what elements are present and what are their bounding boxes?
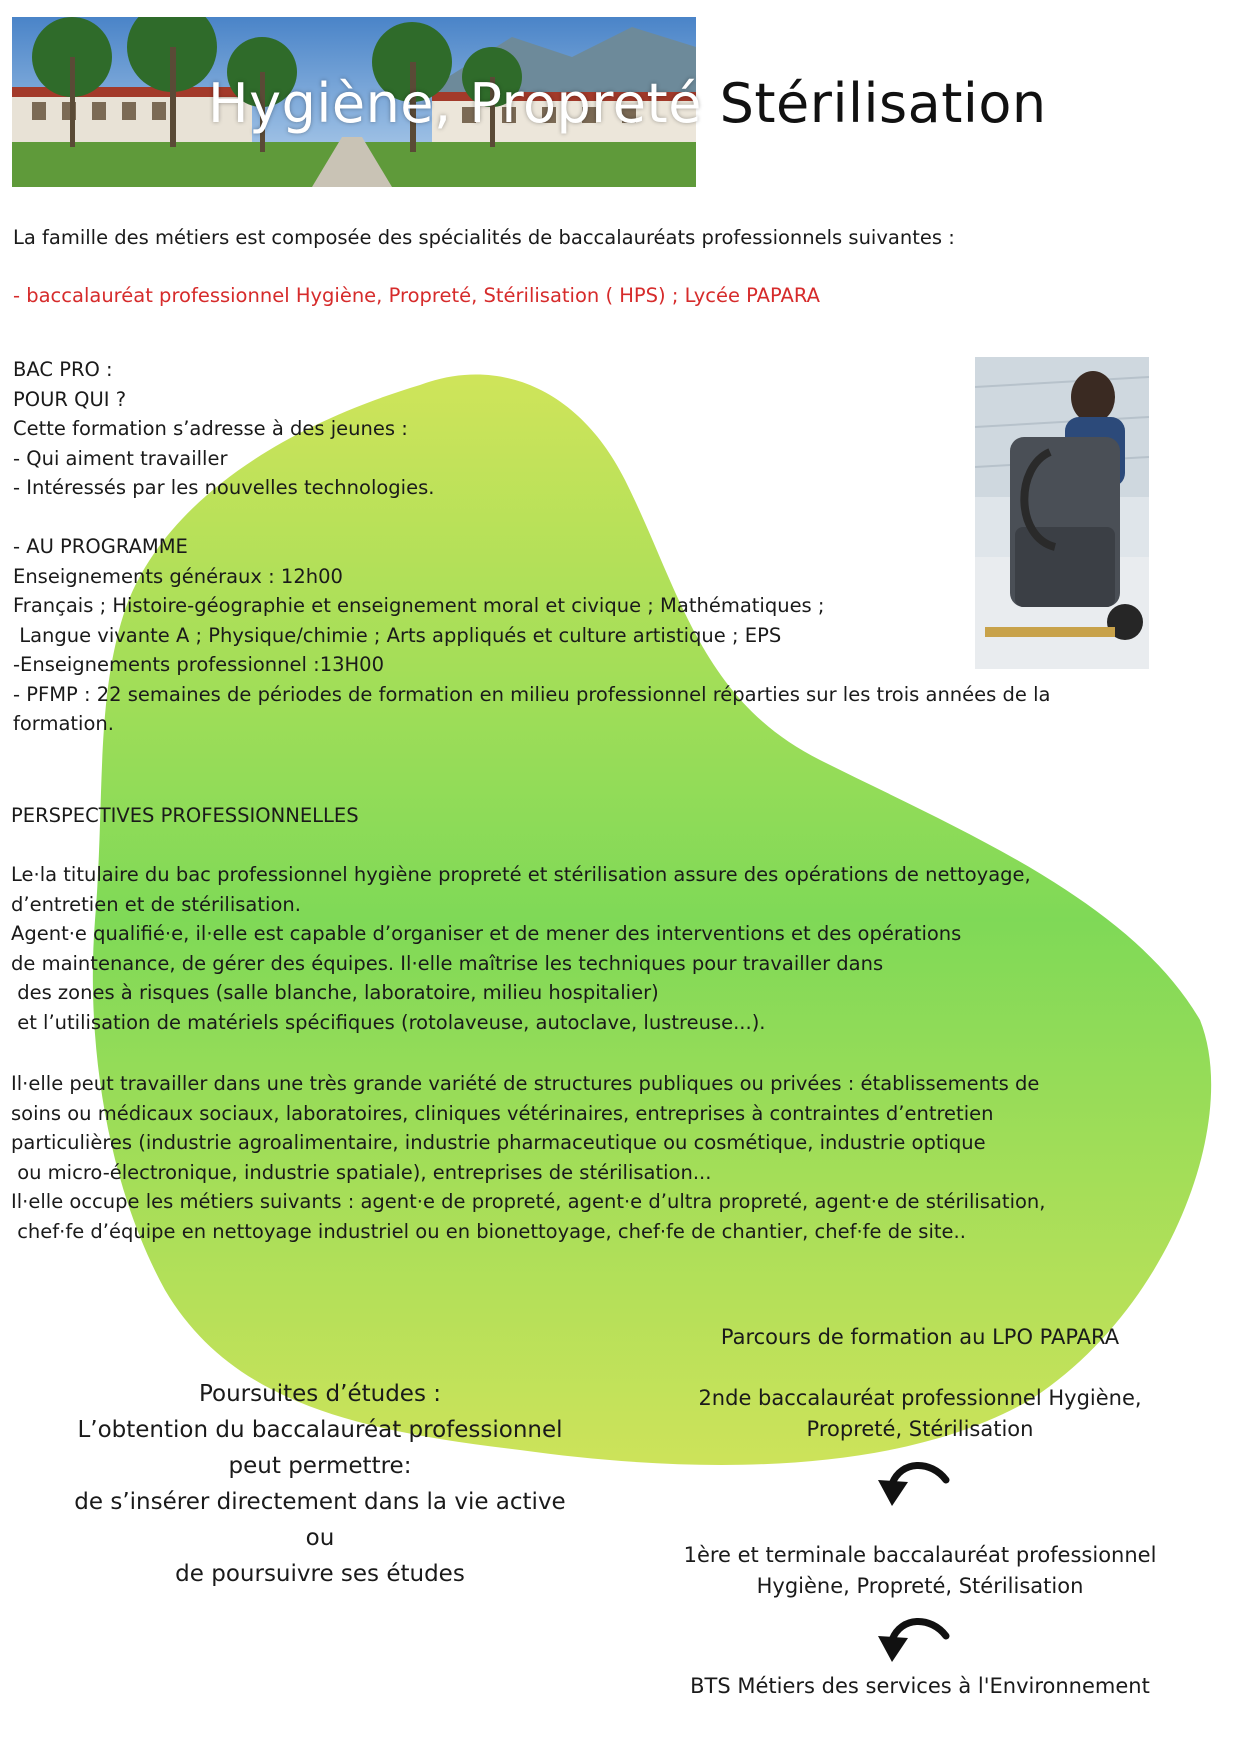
photo-floor-scrubber: [975, 357, 1149, 669]
parcours-step-line: Propreté, Stérilisation: [806, 1417, 1034, 1441]
hps-program-line: - baccalauréat professionnel Hygiène, Propreté, Stérilisation ( HPS) ; Lycée PAPARA: [13, 284, 820, 307]
poursuites-line: ou: [305, 1525, 335, 1551]
perspectives-heading: PERSPECTIVES PROFESSIONNELLES: [11, 804, 359, 827]
poursuites-line: peut permettre:: [228, 1453, 412, 1479]
bacpro-line: Français ; Histoire-géographie et enseignement moral et civique ; Mathématiques ;: [13, 594, 825, 617]
intro-text: La famille des métiers est composée des spécialités de baccalauréats professionnels suivantes :: [13, 226, 955, 249]
parcours-step-line: Hygiène, Propreté, Stérilisation: [756, 1574, 1084, 1598]
perspectives-line: soins ou médicaux sociaux, laboratoires, cliniques vétérinaires, entreprises à contraintes d’entretien: [11, 1101, 994, 1125]
bacpro-line: Cette formation s’adresse à des jeunes :: [13, 417, 408, 440]
perspectives-line: ou micro-électronique, industrie spatiale), entreprises de stérilisation...: [11, 1160, 712, 1184]
bacpro-line: - Intéressés par les nouvelles technologies.: [13, 476, 435, 499]
parcours-step-bts: BTS Métiers des services à l'Environnement: [690, 1674, 1150, 1698]
perspectives-line: et l’utilisation de matériels spécifiques (rotolaveuse, autoclave, lustreuse...).: [11, 1010, 766, 1034]
parcours-step-line: 2nde baccalauréat professionnel Hygiène,: [698, 1386, 1142, 1410]
title-part-2: Stérilisation: [701, 72, 1047, 135]
perspectives-line: chef·fe d’équipe en nettoyage industriel ou en bionettoyage, chef·fe de chantier, chef·fe de site..: [11, 1219, 966, 1243]
perspectives-paragraph-2: [11, 1069, 1045, 1246]
perspectives-line: des zones à risques (salle blanche, laboratoire, milieu hospitalier): [11, 981, 659, 1004]
perspectives-line: Il·elle occupe les métiers suivants : agent·e de propreté, agent·e d’ultra propreté, agent·e de stérilisation,: [11, 1190, 1046, 1213]
perspectives-line: Agent·e qualifié·e, il·elle est capable d’organiser et de mener des interventions et des opérations: [11, 922, 962, 945]
bacpro-block: [13, 355, 1050, 739]
poursuites-line: de s’insérer directement dans la vie active: [74, 1489, 566, 1515]
curved-arrow-down-icon: [876, 1614, 956, 1676]
curved-arrow-down-icon: [876, 1458, 956, 1520]
bacpro-line: formation.: [13, 712, 114, 735]
parcours-step-1ere-terminale: [640, 1540, 1200, 1602]
bacpro-line: [13, 503, 1050, 533]
bacpro-line: - PFMP : 22 semaines de périodes de formation en milieu professionnel réparties sur les trois années de la: [13, 682, 1051, 706]
poursuites-block: [20, 1376, 620, 1592]
poursuites-line: Poursuites d’études :: [198, 1381, 442, 1407]
perspectives-line: d’entretien et de stérilisation.: [11, 892, 301, 916]
poursuites-line: L’obtention du baccalauréat professionnel: [77, 1417, 563, 1443]
bacpro-line: Langue vivante A ; Physique/chimie ; Arts appliqués et culture artistique ; EPS: [13, 623, 782, 647]
parcours-step-2nde: [640, 1383, 1200, 1445]
poursuites-line: de poursuivre ses études: [175, 1561, 465, 1587]
bacpro-line: - Qui aiment travailler: [13, 446, 228, 470]
parcours-step-line: 1ère et terminale baccalauréat professionnel: [683, 1543, 1157, 1567]
perspectives-line: Il·elle peut travailler dans une très grande variété de structures publiques ou privées : établissements de: [11, 1072, 1040, 1095]
bacpro-line: -Enseignements professionnel :13H00: [13, 653, 384, 676]
perspectives-line: particulières (industrie agroalimentaire, industrie pharmaceutique ou cosmétique, industrie optique: [11, 1131, 986, 1154]
perspectives-line: Le·la titulaire du bac professionnel hygiène propreté et stérilisation assure des opérations de nettoyage,: [11, 863, 1031, 886]
parcours-heading: Parcours de formation au LPO PAPARA: [720, 1325, 1120, 1349]
bacpro-line: Enseignements généraux : 12h00: [13, 564, 343, 588]
perspectives-paragraph-1: [11, 860, 1031, 1037]
perspectives-line: de maintenance, de gérer des équipes. Il·elle maîtrise les techniques pour travailler dans: [11, 951, 884, 975]
bacpro-line: - AU PROGRAMME: [13, 535, 188, 558]
title-part-1: Hygiène, Propreté: [208, 72, 702, 135]
page-title: [208, 72, 1047, 135]
bacpro-line: POUR QUI ?: [13, 387, 127, 411]
bacpro-line: BAC PRO :: [13, 358, 113, 381]
